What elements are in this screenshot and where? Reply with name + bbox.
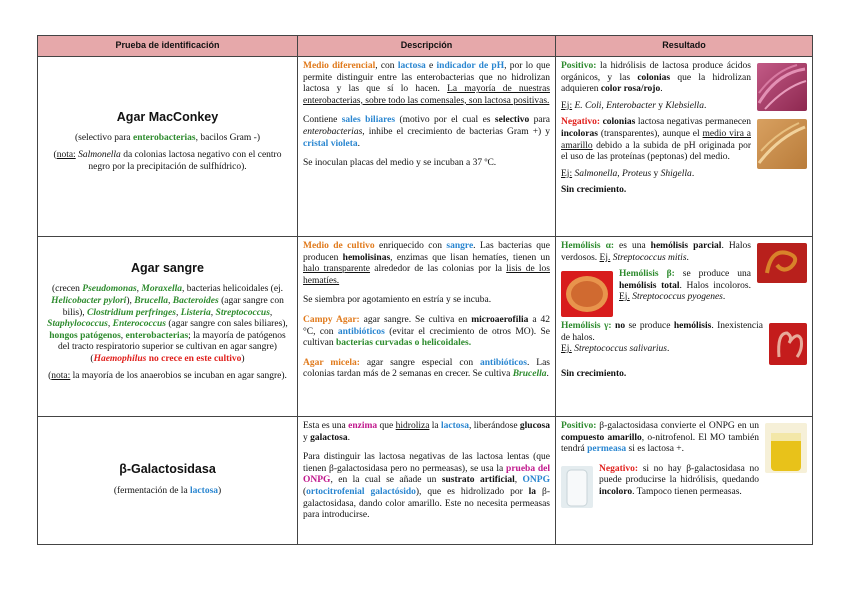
- header-test: Prueba de identificación: [38, 36, 298, 57]
- blood-desc-4: Agar micela: agar sangre especial con antibióticos. Las colonias tardan más de 2 semanas en crecer. Se cultiva Brucella.: [303, 357, 551, 380]
- blood-desc-3: Campy Agar: agar sangre. Se cultiva en microaerofilia a 42 °C, con antibióticos (evitar el crecimiento de otros MO). Se cultivan bacterias curvadas o helicoidales.: [303, 314, 550, 349]
- row-macconkey: [38, 57, 813, 237]
- macconkey-subtitle: (selectivo para enterobacterias, bacilos Gram -): [74, 133, 260, 144]
- macconkey-desc-2: Contiene sales biliares (motivo por el cual es selectivo para enterobacterias, inhibe el crecimiento de bacterias Gram +) y cristal violeta.: [303, 115, 550, 149]
- macconkey-title: Agar MacConkey: [116, 109, 219, 124]
- beta-negative: Negativo: si no hay β-galactosidasa no puede producirse la hidrólisis, quedando incoloro. Tampoco tienen permeasas.: [599, 463, 759, 497]
- alpha-hemolysis-image: [757, 243, 807, 283]
- macconkey-test-cell: [38, 57, 298, 237]
- beta-positive: Positivo: β-galactosidasa convierte el ONPG en un compuesto amarillo, o-nitrofenol. El MO también tendrá permeasa si es lactosa +.: [561, 421, 759, 455]
- identification-table: [37, 35, 813, 545]
- beta-hemolysis: Hemólisis β: se produce una hemólisis total. Halos incoloros. Ej. Streptococcus pyogenes.: [619, 269, 751, 303]
- blood-note: (nota: la mayoría de los anaerobios se incuban en agar sangre).: [48, 370, 287, 381]
- header-row: [38, 36, 813, 57]
- blood-result-cell: [556, 237, 813, 417]
- macconkey-desc-3: Se inoculan placas del medio y se incuban a 37 ºC.: [303, 158, 497, 169]
- macconkey-negative: Negativo: colonias lactosa negativas permanecen incoloras (transparentes), aunque el medio vira a amarillo debido a la subida de pH originada por el uso de las proteínas (peptonas) del medio.: [561, 117, 752, 163]
- macconkey-positive: Positivo: la hidrólisis de lactosa produce ácidos orgánicos, y las colonias que la hidrolizan adquieren color rosa/rojo.: [561, 61, 751, 95]
- beta-desc-2: Para distinguir las lactosa negativas de las lactosa lentas (que tienen β-galactosidasa pero no permeasas), se usa la prueba del ONPG, en la cual se añade un sustrato artificial, ONPG (ortocitrofenial galactósido), que es hidrolizado por la β-galactosidasa, dando color amarillo. Este no necesita permeasas para introducirse.: [303, 452, 550, 521]
- gamma-hemolysis: Hemólisis γ: no se produce hemólisis. Inexistencia de halos. Ej. Streptococcus salivarius.: [561, 321, 763, 355]
- beta-title: β-Galactosidasa: [119, 461, 216, 476]
- macconkey-desc-1: Medio diferencial, con lactosa e indicador de pH, por lo que permite distinguir entre las enterobacterias que no hidrolizan lactosa y las que sí lo hacen. La mayoría de nuestras enterobacterias, sobre todo las comensales, son lactosa positivas.: [303, 61, 550, 106]
- colorless-colonies-image: [757, 119, 807, 169]
- macconkey-note: (nota: Salmonella da colonias lactosa negativo con el centro negro por la precipitación de sulfhídrico).: [53, 150, 282, 172]
- blood-title: Agar sangre: [131, 260, 204, 275]
- macconkey-example-2: Ej: Salmonella, Proteus y Shigella.: [561, 168, 695, 179]
- header-description: Descripción: [298, 36, 556, 57]
- alpha-hemolysis: Hemólisis α: es una hemólisis parcial. Halos verdosos. Ej. Streptococcus mitis.: [561, 241, 751, 263]
- header-result: Resultado: [556, 36, 813, 57]
- blood-no-growth: Sin crecimiento.: [561, 369, 627, 380]
- beta-desc-1: Esta es una enzima que hidroliza la lactosa, liberándose glucosa y galactosa.: [303, 421, 551, 443]
- blood-description-cell: [298, 237, 556, 417]
- row-blood-agar: [38, 237, 813, 417]
- row-beta-galactosidase: [38, 417, 813, 545]
- beta-hemolysis-image: [561, 271, 613, 317]
- beta-test-cell: [38, 417, 298, 545]
- macconkey-description-cell: [298, 57, 556, 237]
- blood-test-cell: [38, 237, 298, 417]
- onpg-positive-image: [765, 423, 807, 473]
- macconkey-example-1: Ej: E. Coli, Enterobacter y Klebsiella.: [561, 100, 707, 111]
- macconkey-result-cell: [556, 57, 813, 237]
- pink-colonies-image: [757, 63, 807, 111]
- beta-result-cell: [556, 417, 813, 545]
- blood-subtitle: (crecen Pseudomonas, Moraxella, bacterias helicoidales (ej. Helicobacter pylori), Brucella, Bacteroides (agar sangre con bilis), Clostridium perfringes, Listeria, Streptococcus, Staphylococcus, Enterococcus (agar sangre con sales biliares), hongos patógenos, enterobacterias; la mayoría de patógenos del tracto respiratorio superior se cultivan en agar sangre) (Haemophilus no crece en este cultivo): [47, 284, 288, 364]
- beta-subtitle: (fermentación de la lactosa): [113, 485, 222, 496]
- blood-desc-2: Se siembra por agotamiento en estría y se incuba.: [303, 295, 492, 306]
- blood-desc-1: Medio de cultivo enriquecido con sangre. Las bacterias que producen hemolisinas, enzimas que lisan hematíes, tienen un halo transparente alrededor de las colonias por la lisis de los hematíes.: [303, 241, 550, 286]
- gamma-hemolysis-image: [769, 323, 807, 365]
- onpg-negative-image: [561, 466, 593, 508]
- macconkey-no-growth: Sin crecimiento.: [561, 185, 627, 196]
- beta-description-cell: [298, 417, 556, 545]
